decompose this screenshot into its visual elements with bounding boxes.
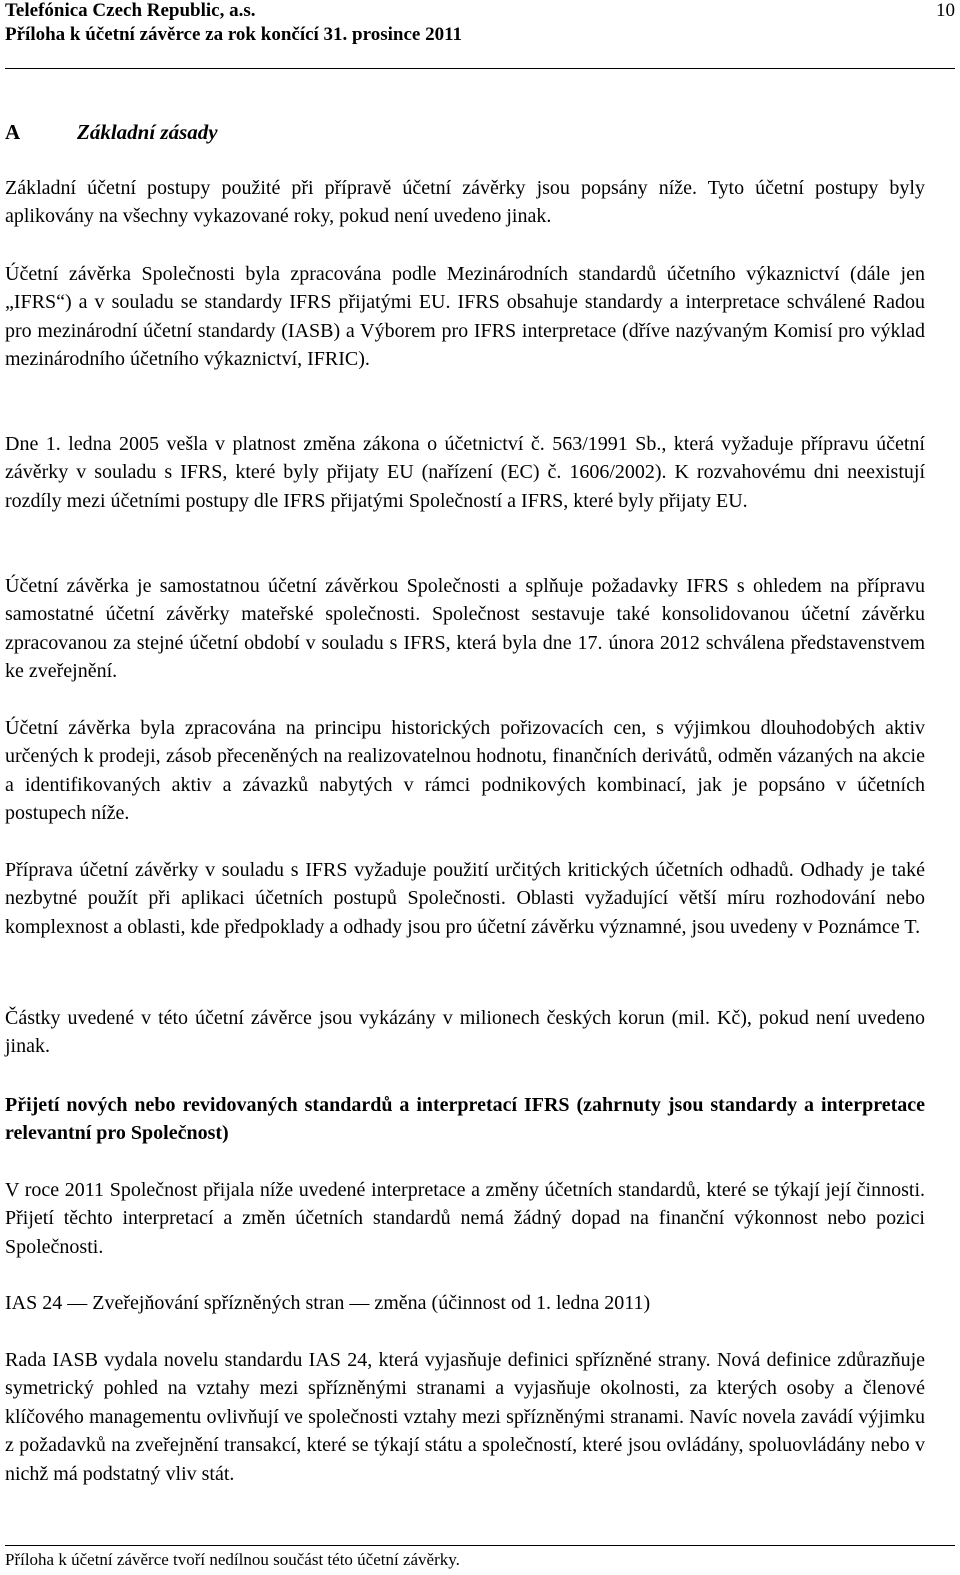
paragraph-ifrs-basis [5,260,925,374]
document-subtitle: Příloha k účetní závěrce za rok končící 31. prosince 2011 [5,24,463,45]
header-divider [5,68,955,69]
section-letter: A [5,120,21,144]
page-footer: Příloha k účetní závěrce tvoří nedílnou součást této účetní závěrky. [5,1550,460,1569]
paragraph: Rada IASB vydala novelu standardu IAS 24, která vyjasňuje definici spřízněné strany. Nová definice zdůrazňuje symetrický pohled na vztahy mezi spřízněnými stranami a vyjasňuje okolnosti, za kterých osoby a členové klíčového managementu ovlivňují ve společnosti vztahy mezi spřízněnými stranami. Navíc novela zavádí výjimku z požadavků na zveřejnění transakcí, které se týkají státu a společností, které jsou ovládány, spoluovládány nebo v nichž má podstatný vliv stát. [5,1349,925,1485]
page-header [5,0,955,72]
paragraph-separate-statements [5,572,925,686]
paragraph: Účetní závěrka byla zpracována na principu historických pořizovacích cen, s výjimkou dlouhodobých aktiv určených k prodeji, zásob přeceněných na realizovatelnou hodnotu, finančních derivátů, odměn vázaných na akcie a identifikovaných aktiv a závazků nabytých v rámci podnikových kombinací, jak je popsáno v účetních postupech níže. [5,717,925,825]
company-name: Telefónica Czech Republic, a.s. [5,0,256,21]
paragraph-ias24 [5,1346,925,1488]
paragraph-basic-policies [5,174,925,231]
section-heading [5,118,218,146]
paragraph: Základní účetní postupy použité při přípravě účetní závěrky jsou popsány níže. Tyto účetní postupy byly aplikovány na všechny vykazované roky, pokud není uvedeno jinak. [5,177,925,228]
standard-title-ias24 [5,1289,925,1317]
paragraph: Účetní závěrka je samostatnou účetní závěrkou Společnosti a splňuje požadavky IFRS s ohledem na přípravu samostatné účetní závěrky mateřské společnosti. Společnost sestavuje také konsolidovanou účetní závěrku zpracovanou za stejné účetní období v souladu s IFRS, která byla dne 17. února 2012 schválena představenstvem ke zveřejnění. [5,575,925,683]
paragraph: V roce 2011 Společnost přijala níže uvedené interpretace a změny účetních standardů, které se týkají její činnosti. Přijetí těchto interpretací a změn účetních standardů nemá žádný dopad na finanční výkonnost nebo pozici Společnosti. [5,1179,925,1258]
paragraph-adoption [5,1176,925,1261]
paragraph: Příprava účetní závěrky v souladu s IFRS vyžaduje použití určitých kritických účetních odhadů. Odhady je také nezbytné použít při aplikaci účetních postupů Společnosti. Oblasti vyžadující větší míru rozhodování nebo komplexnost a oblasti, kde předpoklady a odhady jsou pro účetní závěrku významné, jsou uvedeny v Poznámce T. [5,859,925,938]
section-title: Základní zásady [77,120,218,144]
paragraph-estimates [5,856,925,941]
subheading-new-standards [5,1091,925,1148]
subheading: Přijetí nových nebo revidovaných standardů a interpretací IFRS (zahrnuty jsou standardy a interpretace relevantní pro Společnost) [5,1094,925,1145]
paragraph-accounting-law [5,430,925,515]
paragraph: Částky uvedené v této účetní závěrce jsou vykázány v milionech českých korun (mil. Kč), pokud není uvedeno jinak. [5,1007,925,1058]
paragraph-historical-cost [5,714,925,828]
page-number: 10 [936,0,955,21]
standard-title: IAS 24 — Zveřejňování spřízněných stran — změna (účinnost od 1. ledna 2011) [5,1292,651,1314]
paragraph: Dne 1. ledna 2005 vešla v platnost změna zákona o účetnictví č. 563/1991 Sb., která vyžaduje přípravu účetní závěrky v souladu s IFRS, které byly přijaty EU (nařízení (EC) č. 1606/2002). K rozvahovému dni neexistují rozdíly mezi účetními postupy dle IFRS přijatými Společností a IFRS, které byly přijaty EU. [5,433,925,512]
footer-divider [5,1545,955,1546]
paragraph: Účetní závěrka Společnosti byla zpracována podle Mezinárodních standardů účetního výkaznictví (dále jen „IFRS“) a v souladu se standardy IFRS přijatými EU. IFRS obsahuje standardy a interpretace schválené Radou pro mezinárodní účetní standardy (IASB) a Výborem pro IFRS interpretace (dříve nazývaným Komisí pro výklad mezinárodního účetního výkaznictví, IFRIC). [5,263,925,371]
paragraph-currency [5,1004,925,1061]
